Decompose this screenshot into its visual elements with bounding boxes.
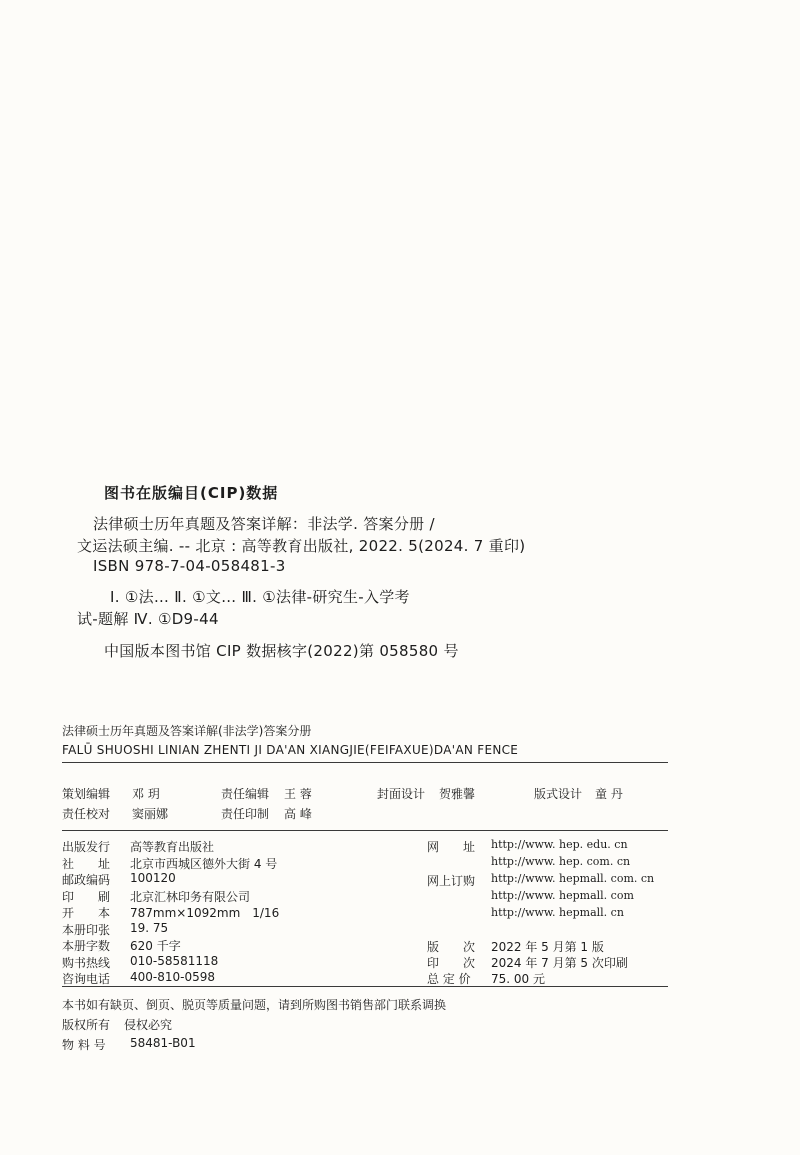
divider xyxy=(62,986,668,987)
publisher-row-label: 咨询电话 xyxy=(62,972,111,986)
print-label: 责任印制 xyxy=(221,807,270,821)
cover-label: 封面设计 xyxy=(377,787,426,801)
quality-notice: 本书如有缺页、倒页、脱页等质量问题，请到所购图书销售部门联系调换 xyxy=(62,998,447,1012)
website-label: 网 址 xyxy=(427,840,476,854)
price-value: 75. 00 元 xyxy=(491,972,545,986)
cover-name: 贺雅馨 xyxy=(439,787,476,801)
layout-name: 童 丹 xyxy=(595,787,623,801)
publisher-row-value: 620 千字 xyxy=(130,939,181,953)
editor-label: 责任编辑 xyxy=(221,787,270,801)
printing-label: 印 次 xyxy=(427,956,476,970)
cip-record-number: 中国版本图书馆 CIP 数据核字(2022)第 058580 号 xyxy=(104,642,459,660)
rights-value: 侵权必究 xyxy=(124,1018,173,1032)
publisher-row-value: 100120 xyxy=(130,871,176,885)
publisher-row-value: 北京汇林印务有限公司 xyxy=(130,889,251,904)
order-url-1: http://www. hepmall. com. cn xyxy=(491,872,655,885)
website-url-2: http://www. hep. com. cn xyxy=(491,855,631,868)
publisher-row-value: 010-58581118 xyxy=(130,953,219,968)
edition-value: 2022 年 5 月第 1 版 xyxy=(491,940,604,954)
material-label: 物 料 号 xyxy=(62,1038,106,1052)
publisher-row-value: 400-810-0598 xyxy=(130,970,216,984)
publisher-row-label: 社 址 xyxy=(62,856,111,871)
planner-name: 邓 玥 xyxy=(132,787,160,801)
website-url-1: http://www. hep. edu. cn xyxy=(491,838,628,851)
publisher-row-label: 开 本 xyxy=(62,906,111,920)
cip-classification-2: 试-题解 Ⅳ. ①D9-44 xyxy=(77,610,219,628)
publisher-row-label: 印 刷 xyxy=(62,889,111,904)
book-title-cn: 法律硕士历年真题及答案详解(非法学)答案分册 xyxy=(62,724,312,738)
cip-line-2: 文运法硕主编. -- 北京 : 高等教育出版社, 2022. 5(2024. 7 重印) xyxy=(77,537,526,555)
rights-label: 版权所有 xyxy=(62,1018,111,1032)
proof-name: 窦丽娜 xyxy=(132,807,169,821)
printing-value: 2024 年 7 月第 5 次印刷 xyxy=(491,956,628,970)
divider xyxy=(62,830,668,831)
publisher-row-value: 高等教育出版社 xyxy=(130,840,215,854)
proof-label: 责任校对 xyxy=(62,807,111,821)
cip-line-1: 法律硕士历年真题及答案详解：非法学. 答案分册 / xyxy=(93,515,435,533)
divider xyxy=(62,762,668,763)
print-name: 高 峰 xyxy=(284,807,312,821)
planner-label: 策划编辑 xyxy=(62,787,111,801)
order-url-3: http://www. hepmall. cn xyxy=(491,906,624,919)
publisher-row-value: 787mm×1092mm 1/16 xyxy=(130,906,280,920)
book-title-en: FALŪ SHUOSHI LINIAN ZHENTI JI DA'AN XIANGJIE(FEIFAXUE)DA'AN FENCE xyxy=(62,743,519,757)
publisher-row-value: 19. 75 xyxy=(130,920,169,935)
layout-label: 版式设计 xyxy=(534,787,583,801)
material-value: 58481-B01 xyxy=(130,1036,196,1050)
cip-isbn: ISBN 978-7-04-058481-3 xyxy=(93,557,286,575)
online-order-label: 网上订购 xyxy=(427,874,476,888)
publisher-row-label: 本册字数 xyxy=(62,939,111,953)
publisher-row-label: 购书热线 xyxy=(62,955,111,970)
cip-classification-1: Ⅰ. ①法… Ⅱ. ①文… Ⅲ. ①法律-研究生-入学考 xyxy=(110,588,410,606)
publisher-row-value: 北京市西城区德外大街 4 号 xyxy=(130,856,278,871)
edition-label: 版 次 xyxy=(427,940,476,954)
cip-heading: 图书在版编目(CIP)数据 xyxy=(104,484,279,502)
order-url-2: http://www. hepmall. com xyxy=(491,889,634,902)
publisher-row-label: 出版发行 xyxy=(62,840,111,854)
publisher-row-label: 本册印张 xyxy=(62,922,111,937)
price-label: 总 定 价 xyxy=(427,972,471,986)
editor-name: 王 蓉 xyxy=(284,787,312,801)
publisher-row-label: 邮政编码 xyxy=(62,873,111,887)
